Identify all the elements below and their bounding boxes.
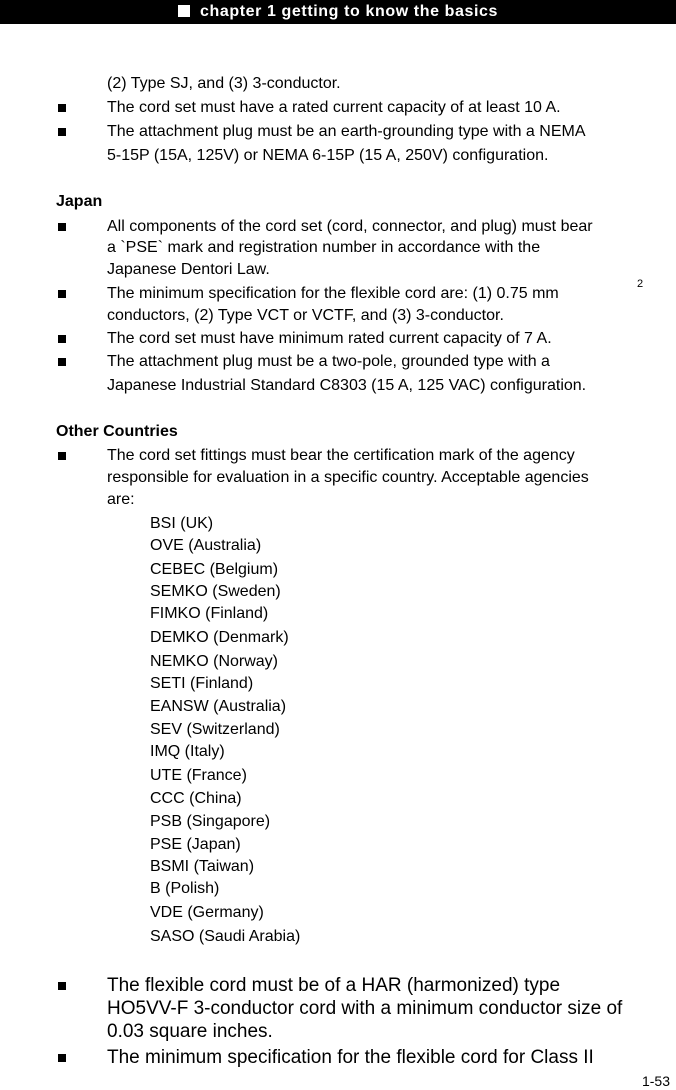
agency-item: VDE (Germany) <box>150 904 264 921</box>
page-number: 1-53 <box>641 1073 670 1089</box>
har-cord-line3: 0.03 square inches. <box>107 1021 273 1042</box>
cord-current-text: The cord set must have a rated current capacity of at least 10 A. <box>107 99 561 116</box>
intro-line: (2) Type SJ, and (3) 3-conductor. <box>107 75 341 92</box>
class-ii-line1: The minimum specification for the flexible cord for Class II <box>107 1047 594 1068</box>
agency-item: B (Polish) <box>150 880 220 897</box>
other-b1-line3: are: <box>107 491 135 508</box>
bullet-icon <box>58 290 66 298</box>
bullet-icon <box>58 1054 66 1062</box>
agency-item: PSE (Japan) <box>150 836 241 853</box>
agency-item: SETI (Finland) <box>150 675 254 692</box>
agency-item: DEMKO (Denmark) <box>150 629 289 646</box>
japan-b1-line3: Japanese Dentori Law. <box>107 261 270 278</box>
agency-item: IMQ (Italy) <box>150 743 225 760</box>
bullet-icon <box>58 104 66 112</box>
agency-item: EANSW (Australia) <box>150 698 287 715</box>
other-b1-line1: The cord set fittings must bear the certification mark of the agency <box>107 447 575 464</box>
bullet-icon <box>58 452 66 460</box>
bullet-icon <box>58 128 66 136</box>
japan-b3: The cord set must have minimum rated current capacity of 7 A. <box>107 330 552 347</box>
japan-b2-line1: The minimum specification for the flexible cord are: (1) 0.75 mm <box>107 285 559 302</box>
agency-item: SEV (Switzerland) <box>150 721 280 738</box>
agency-item: UTE (France) <box>150 767 247 784</box>
chapter-header <box>0 0 676 24</box>
agency-item: SEMKO (Sweden) <box>150 583 281 600</box>
agency-item: BSMI (Taiwan) <box>150 858 255 875</box>
agency-item: PSB (Singapore) <box>150 813 271 830</box>
japan-b2-line2: conductors, (2) Type VCT or VCTF, and (3) 3-conductor. <box>107 307 504 324</box>
japan-b4-line1: The attachment plug must be a two-pole, grounded type with a <box>107 353 550 370</box>
har-cord-line2: HO5VV-F 3-conductor cord with a minimum conductor size of <box>107 998 623 1019</box>
plug-text-line2: 5-15P (15A, 125V) or NEMA 6-15P (15 A, 250V) configuration. <box>107 147 549 164</box>
agency-item: BSI (UK) <box>150 515 214 532</box>
other-b1-line2: responsible for evaluation in a specific country. Acceptable agencies <box>107 469 589 486</box>
agency-item: CCC (China) <box>150 790 242 807</box>
bullet-icon <box>58 335 66 343</box>
superscript-2: 2 <box>637 278 644 290</box>
agency-item: OVE (Australia) <box>150 537 262 554</box>
japan-b4-line2: Japanese Industrial Standard C8303 (15 A, 125 VAC) configuration. <box>107 377 587 394</box>
header-square-icon <box>178 5 190 17</box>
japan-b1-line1: All components of the cord set (cord, connector, and plug) must bear <box>107 218 593 235</box>
chapter-title: chapter 1 getting to know the basics <box>199 3 499 20</box>
japan-b1-line2: a `PSE` mark and registration number in accordance with the <box>107 239 541 256</box>
har-cord-line1: The flexible cord must be of a HAR (harmonized) type <box>107 975 561 996</box>
bullet-icon <box>58 982 66 990</box>
other-countries-heading: Other Countries <box>56 423 178 440</box>
agency-item: CEBEC (Belgium) <box>150 561 279 578</box>
plug-text-line1: The attachment plug must be an earth-grounding type with a NEMA <box>107 123 586 140</box>
agency-item: FIMKO (Finland) <box>150 605 269 622</box>
bullet-icon <box>58 223 66 231</box>
agency-item: NEMKO (Norway) <box>150 653 279 670</box>
bullet-icon <box>58 358 66 366</box>
japan-heading: Japan <box>56 193 103 210</box>
agency-item: SASO (Saudi Arabia) <box>150 928 301 945</box>
